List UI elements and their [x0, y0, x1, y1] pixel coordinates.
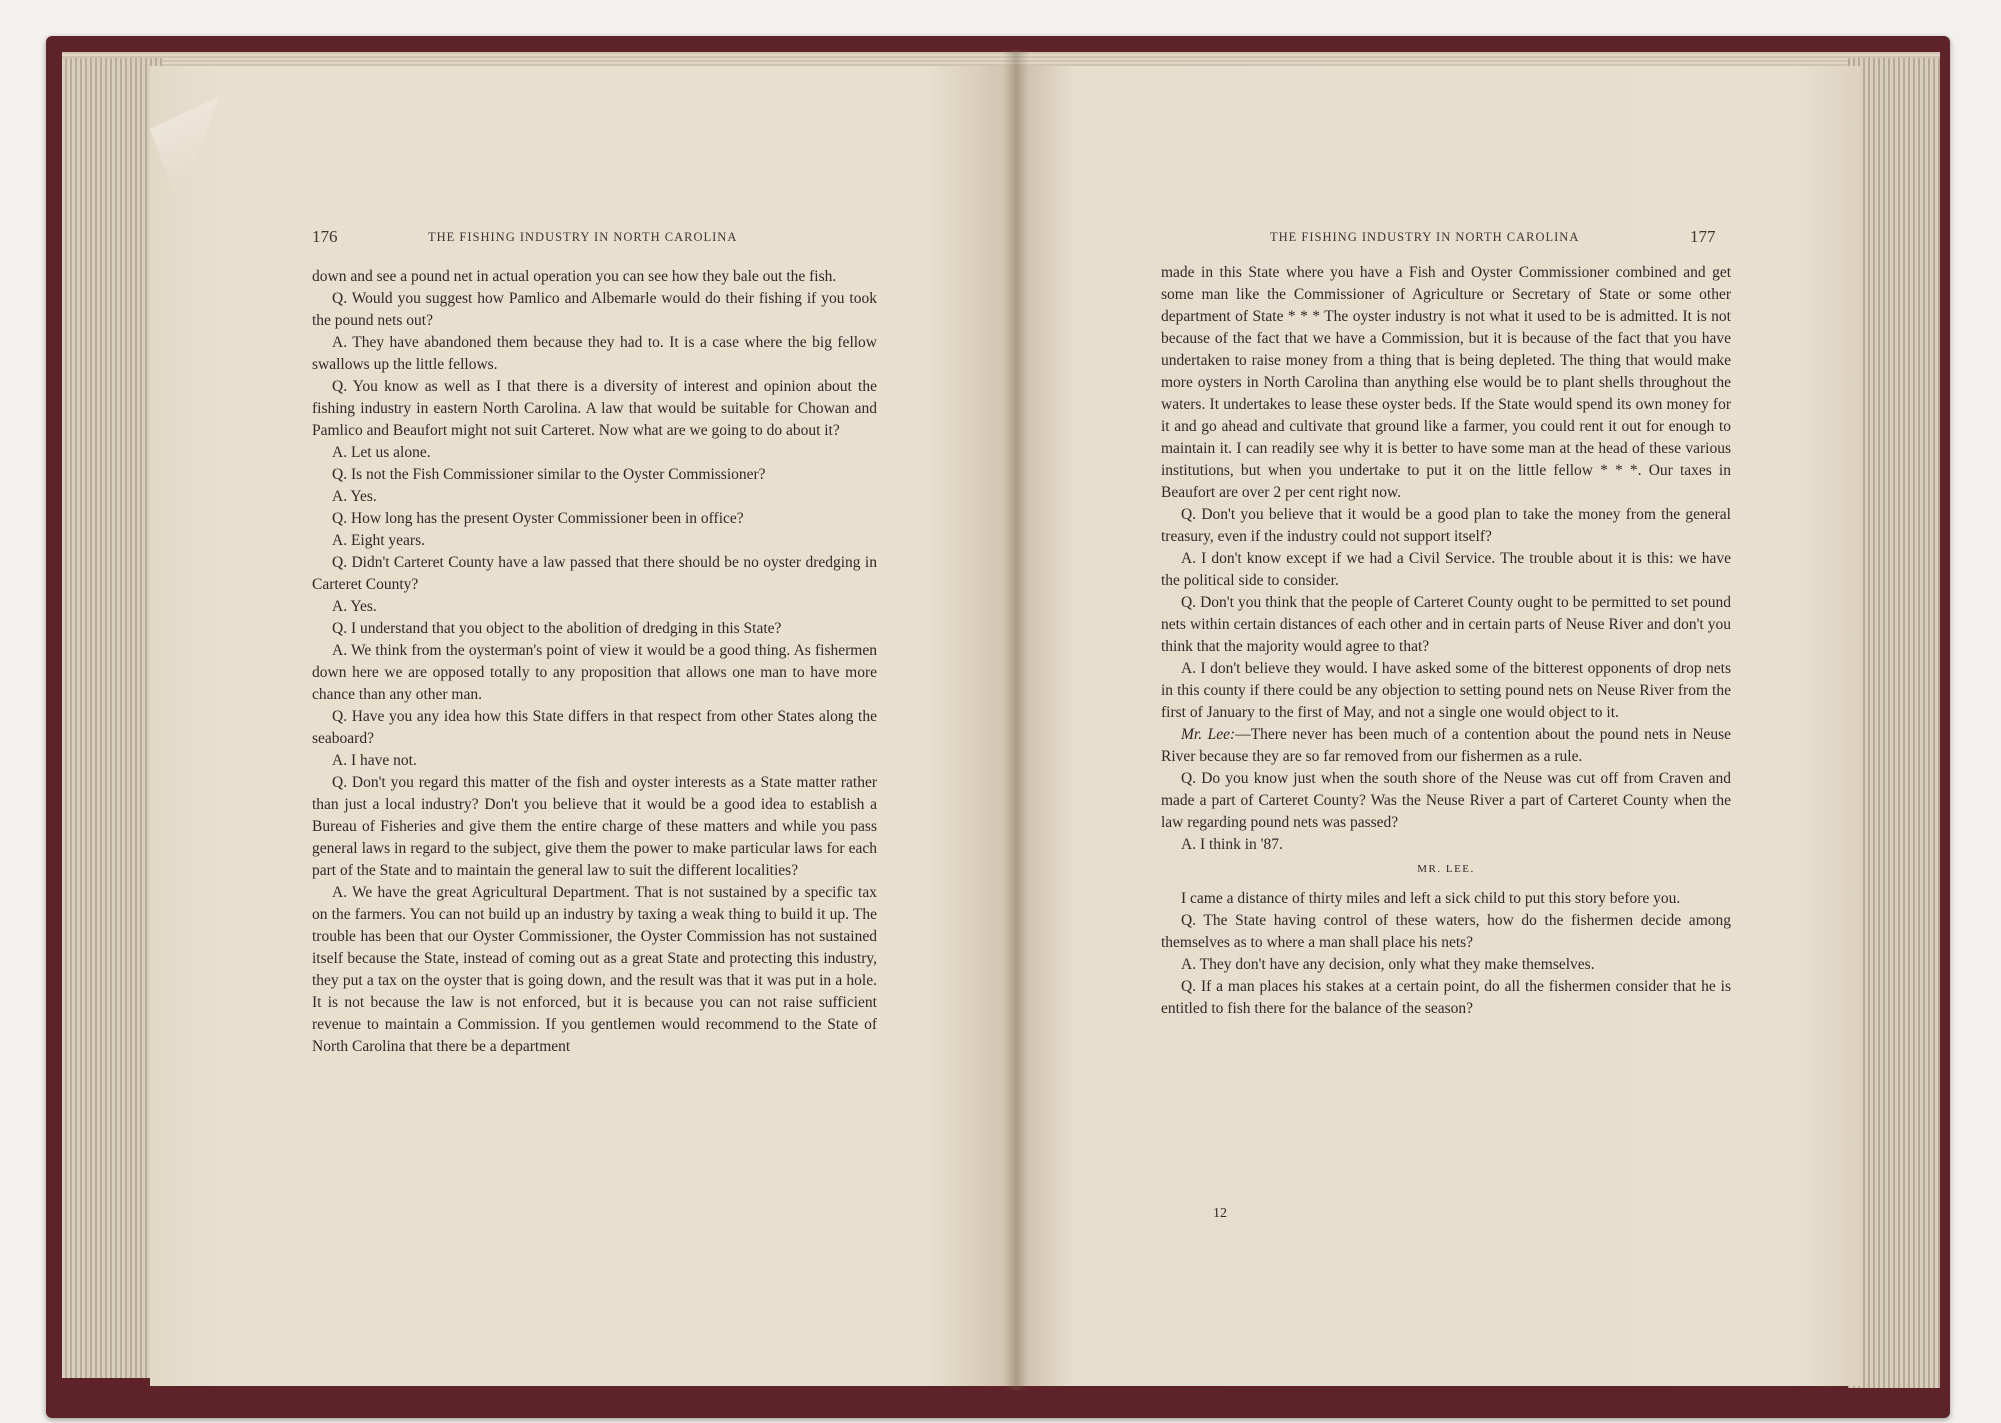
paragraph: A. Eight years.	[332, 532, 425, 549]
left-page	[150, 66, 1015, 1386]
paragraph-text: —There never has been much of a contention about the pound nets in Neuse River because they are so far removed from our fishermen as a rule.	[1161, 726, 1731, 765]
paragraph: Q. If a man places his stakes at a certain point, do all the fishermen consider that he is entitled to fish there for the balance of the season?	[1161, 978, 1731, 1017]
left-running-head: THE FISHING INDUSTRY IN NORTH CAROLINA	[428, 230, 738, 244]
paragraph: Q. How long has the present Oyster Commissioner been in office?	[332, 510, 744, 527]
right-page	[1015, 66, 1860, 1386]
page-edges-right	[1848, 58, 1940, 1388]
paragraph: Q. Don't you regard this matter of the fish and oyster interests as a State matter rather than just a local industry? Don't you believe that it would be a good idea to establish a Bureau of Fisheries and give them the entire charge of these matters and while you pass general laws in regard to the subject, give them the power to make particular laws for each part of the State and to maintain the general law to suit the different localities?	[312, 774, 877, 879]
paragraph: A. They have abandoned them because they had to. It is a case where the big fellow swallows up the little fellows.	[312, 334, 877, 373]
paragraph: Q. Didn't Carteret County have a law passed that there should be no oyster dredging in Carteret County?	[312, 554, 877, 593]
left-page-header	[312, 227, 872, 250]
paragraph: Q. Would you suggest how Pamlico and Albemarle would do their fishing if you took the pound nets out?	[312, 290, 877, 329]
paragraph: Q. Is not the Fish Commissioner similar to the Oyster Commissioner?	[332, 466, 766, 483]
paragraph: A. I don't believe they would. I have asked some of the bitterest opponents of drop nets in this county if there could be any objection to setting pound nets on Neuse River from the first of January to the first of May, and not a single one would object to it.	[1161, 660, 1731, 721]
signature-mark: 12	[1213, 1206, 1227, 1221]
speaker-name: Mr. Lee:	[1181, 726, 1236, 743]
right-page-number: 177	[1690, 227, 1716, 246]
paragraph	[1161, 724, 1731, 768]
section-heading: MR. LEE.	[1417, 863, 1475, 875]
paragraph: A. Let us alone.	[332, 444, 431, 461]
paragraph: made in this State where you have a Fish and Oyster Commissioner combined and get some man like the Commissioner of Agriculture or Secretary of State or some other department of State * * * The oyster industry is not what it used to be is admitted. It is not because of the fact that we have a Commission, but it is because of the fact that you have undertaken to raise money from a thing that is being depleted. The thing that would make more oysters in North Carolina than anything else would be to plant shells throughout the waters. It undertakes to lease these oyster beds. If the State would spend its own money for it and go ahead and cultivate that ground like a farmer, you could rent it out for enough to maintain it. I can readily see why it is better to have some man at the head of these various institutions, but when you undertake to put it on the little fellow * * *. Our taxes in Beaufort are over 2 per cent right now.	[1161, 264, 1731, 501]
paragraph: Q. You know as well as I that there is a diversity of interest and opinion about the fishing industry in eastern North Carolina. A law that would be suitable for Chowan and Pamlico and Beaufort might not suit Carteret. Now what are we going to do about it?	[312, 378, 877, 439]
paragraph: Q. Do you know just when the south shore of the Neuse was cut off from Craven and made a part of Carteret County? Was the Neuse River a part of Carteret County when the law regarding pound nets was passed?	[1161, 770, 1731, 831]
book-gutter	[1003, 50, 1029, 1390]
left-page-text	[312, 266, 877, 1058]
paragraph: A. They don't have any decision, only what they make themselves.	[1181, 956, 1595, 973]
paragraph: Q. Don't you believe that it would be a good plan to take the money from the general treasury, even if the industry could not support itself?	[1161, 506, 1731, 545]
paragraph: A. I think in '87.	[1181, 836, 1283, 853]
paragraph: A. I have not.	[332, 752, 417, 769]
right-page-header	[1270, 227, 1750, 250]
paragraph: Q. Have you any idea how this State differs in that respect from other States along the seaboard?	[312, 708, 877, 747]
left-page-number: 176	[312, 227, 338, 246]
page-edges-left	[62, 58, 162, 1378]
paragraph: A. I don't know except if we had a Civil Service. The trouble about it is this: we have the political side to consider.	[1161, 550, 1731, 589]
right-page-text	[1161, 262, 1731, 1020]
right-running-head: THE FISHING INDUSTRY IN NORTH CAROLINA	[1270, 230, 1580, 244]
paragraph: Q. I understand that you object to the abolition of dredging in this State?	[332, 620, 782, 637]
paragraph: A. We think from the oysterman's point of view it would be a good thing. As fishermen down here we are opposed totally to any proposition that allows one man to have more chance than any other man.	[312, 642, 877, 703]
paragraph: I came a distance of thirty miles and left a sick child to put this story before you.	[1181, 890, 1681, 907]
paragraph: A. Yes.	[332, 598, 377, 615]
paragraph: Q. Don't you think that the people of Carteret County ought to be permitted to set pound nets within certain distances of each other and in certain parts of Neuse River and don't you think that the majority would agree to that?	[1161, 594, 1731, 655]
paragraph: down and see a pound net in actual operation you can see how they bale out the fish.	[312, 268, 837, 285]
paragraph: Q. The State having control of these waters, how do the fishermen decide among themselves as to where a man shall place his nets?	[1161, 912, 1731, 951]
paragraph: A. We have the great Agricultural Department. That is not sustained by a specific tax on the farmers. You can not build up an industry by taxing a weak thing to build it up. The trouble has been that our Oyster Commissioner, the Oyster Commission has not sustained itself because the State, instead of coming out as a great State and protecting this industry, they put a tax on the oyster that is going down, and the result was that it was put in a hole. It is not because the law is not enforced, but it is because you can not raise sufficient revenue to maintain a Commission. If you gentlemen would recommend to the State of North Carolina that there be a department	[312, 884, 877, 1055]
paragraph: A. Yes.	[332, 488, 377, 505]
